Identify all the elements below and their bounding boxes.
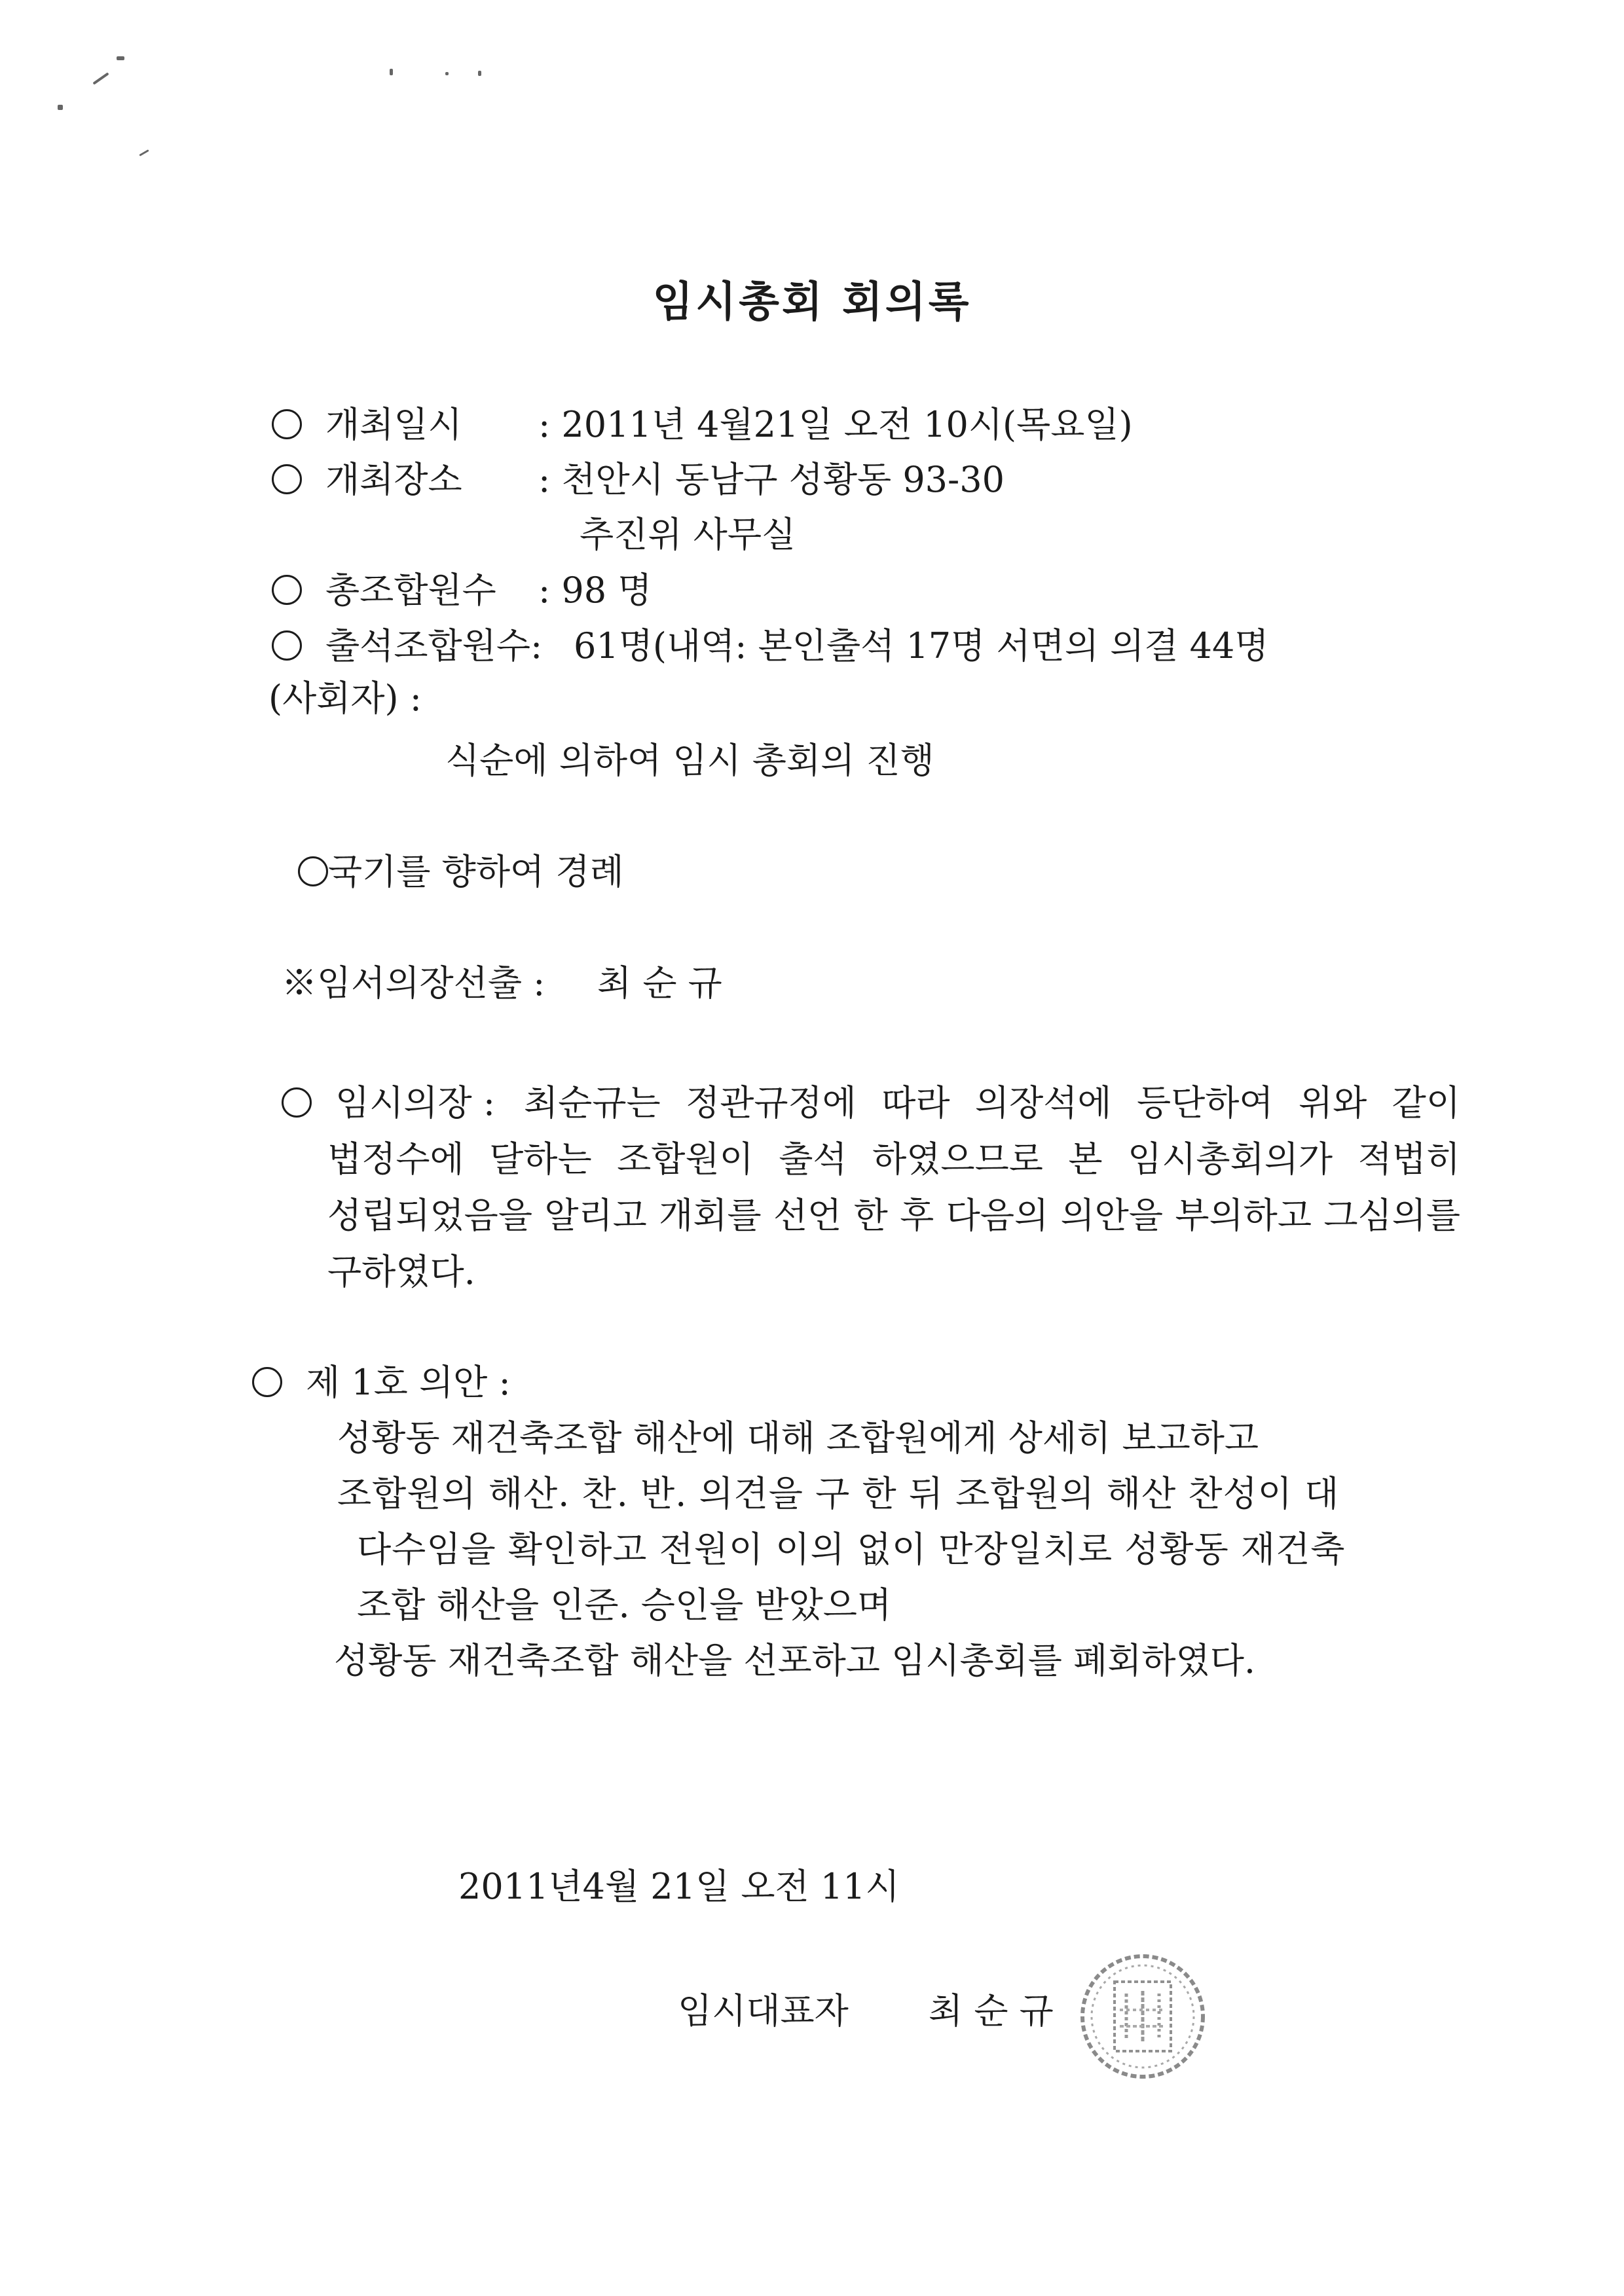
info-place-label: 개최장소: [325, 459, 462, 500]
info-members-row: [272, 570, 496, 611]
chair-election-label: ※임서의장선출 :: [282, 962, 545, 1004]
signer-name: 최 순 규: [929, 1990, 1054, 2032]
chair-election-row: [282, 962, 545, 1004]
circle-bullet-icon: [298, 856, 328, 886]
info-place-value-2: 추진위 사무실: [580, 514, 796, 555]
opening-line: 식순에 의하여 임시 총회의 진행: [445, 740, 934, 781]
circle-bullet-icon: [272, 464, 302, 494]
info-date-value: : 2011년 4월21일 오전 10시(목요일): [538, 404, 1133, 445]
agenda-line: 성황동 재건축조합 해산을 선포하고 임시총회를 폐회하였다.: [334, 1640, 1256, 1681]
document-title: 임시총회 회의록: [652, 278, 972, 327]
agenda-line: 다수임을 확인하고 전원이 이의 없이 만장일치로 성황동 재건축: [357, 1529, 1346, 1570]
salute-text: 국기를 향하여 경례: [328, 851, 624, 892]
salute-row: [298, 851, 624, 892]
info-date-label: 개최일시: [325, 404, 462, 445]
scan-speck: [390, 69, 393, 75]
circle-bullet-icon: [272, 575, 302, 605]
circle-bullet-icon: [282, 1087, 312, 1118]
agenda-label: 제 1호 의안 :: [306, 1362, 511, 1403]
agenda-row: [252, 1362, 511, 1403]
agenda-line: 조합 해산을 인준. 승인을 받았으며: [357, 1584, 892, 1626]
info-attend-value: 61명(내역: 본인출석 17명 서면의 의결 44명: [574, 625, 1269, 666]
circle-bullet-icon: [272, 630, 302, 661]
info-date-row: [272, 404, 462, 445]
info-place-value: : 천안시 동남구 성황동 93-30: [538, 459, 1005, 500]
scan-speck: [92, 72, 109, 84]
info-place-row: [272, 459, 462, 500]
seal-stamp-icon: [1074, 1948, 1211, 2085]
info-mc-line: (사회자) :: [268, 678, 422, 719]
circle-bullet-icon: [252, 1367, 282, 1397]
closing-datetime: 2011년4월 21일 오전 11시: [458, 1866, 900, 1907]
scan-speck: [139, 149, 149, 156]
circle-bullet-icon: [272, 409, 302, 439]
info-members-value: : 98 명: [538, 570, 652, 611]
chair-election-name: 최 순 규: [597, 962, 722, 1004]
scan-speck: [445, 72, 449, 75]
info-attend-row: [272, 625, 543, 666]
agenda-line: 조합원의 해산. 찬. 반. 의견을 구 한 뒤 조합원의 해산 찬성이 대: [337, 1473, 1340, 1514]
info-members-label: 총조합원수: [325, 570, 496, 611]
agenda-line: 성황동 재건축조합 해산에 대해 조합원에게 상세히 보고하고: [337, 1417, 1259, 1459]
info-attend-label: 출석조합원수:: [325, 625, 543, 666]
chair-statement-text: 최순규는 정관규정에 따라 의장석에 등단하여 위와 같이 법정수에 달하는 조합원이 출석 하였으므로 본 임시총회의가 적법히 성립되었음을 알리고 개회를 선언 한 후 다음의 의안을 부의하고 그심의를 구하였다.: [327, 1082, 1460, 1292]
scan-speck: [478, 71, 481, 76]
signer-title: 임시대표자: [678, 1990, 849, 2032]
scan-speck: [58, 105, 63, 110]
scan-speck: [117, 56, 124, 60]
chair-statement-label: 임시의장 :: [335, 1082, 496, 1123]
